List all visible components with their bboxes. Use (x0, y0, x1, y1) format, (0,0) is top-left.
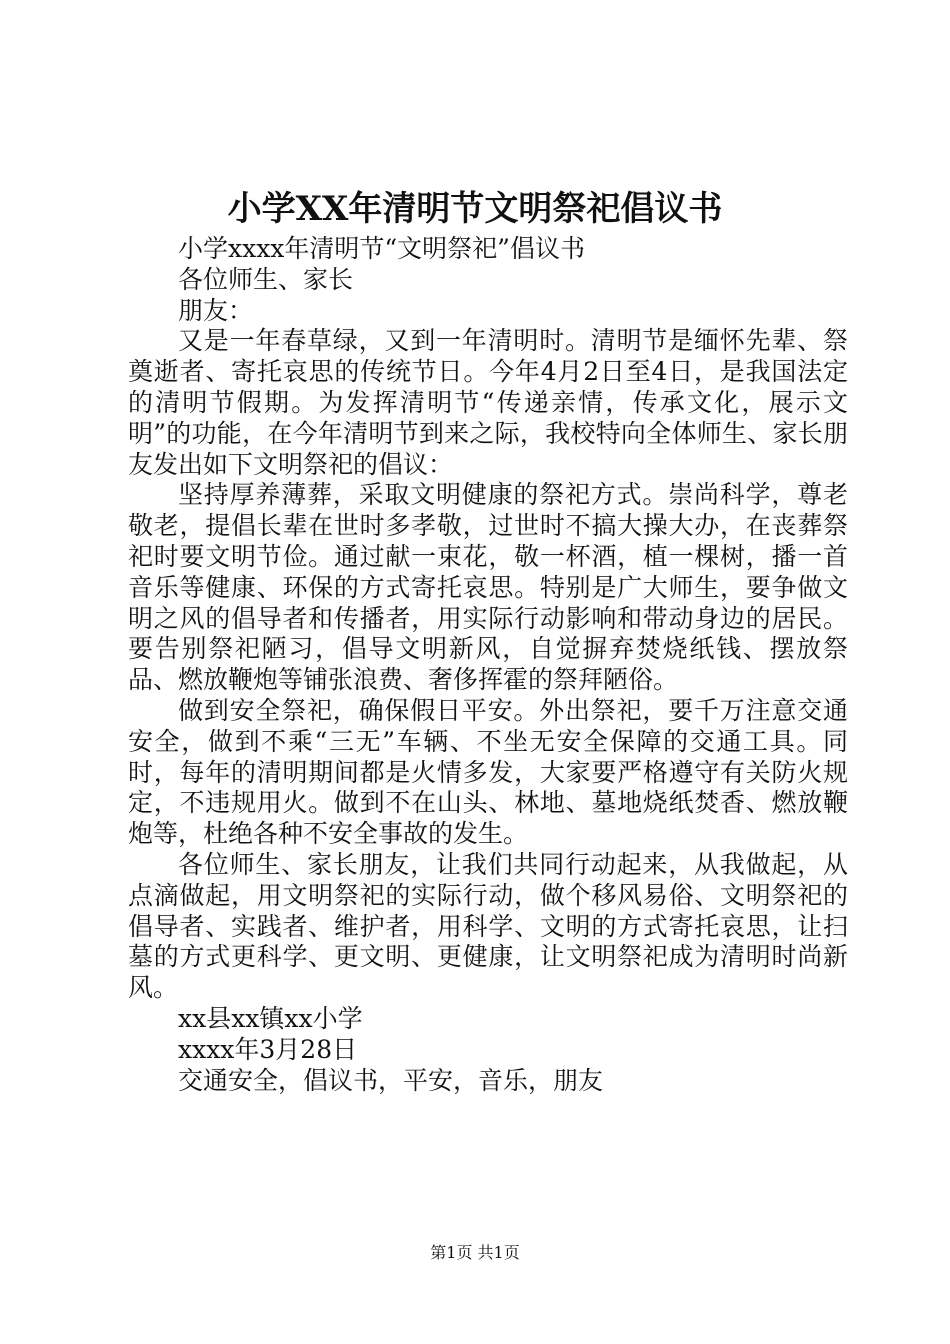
paragraph-safety: 做到安全祭祀，确保假日平安。外出祭祀，要千万注意交通安全，做到不乘“三无”车辆、不坐无安全保障的交通工具。同时，每年的清明期间都是火情多发，大家要严格遵守有关防火规定，不违规用火。做到不在山头、林地、墓地烧纸焚香、燃放鞭炮等，杜绝各种不安全事故的发生。 (128, 695, 848, 849)
salutation-line-1: 各位师生、家长 (178, 264, 354, 294)
document-subtitle: 小学xxxx年清明节“文明祭祀”倡议书 (178, 234, 585, 263)
paragraph-call-to-action: 各位师生、家长朋友，让我们共同行动起来，从我做起，从点滴做起，用文明祭祀的实际行动，做个移风易俗、文明祭祀的倡导者、实践者、维护者，用科学、文明的方式寄托哀思，让扫墓的方式更科学、更文明、更健康，让文明祭祀成为清明时尚新风。 (128, 849, 848, 1003)
document-title: 小学XX年清明节文明祭祀倡议书 (227, 189, 723, 229)
page-number-footer: 第1页 共1页 (430, 1243, 520, 1262)
paragraph-intro: 又是一年春草绿，又到一年清明时。清明节是缅怀先辈、祭奠逝者、寄托哀思的传统节日。今年4月2日至4日，是我国法定的清明节假期。为发挥清明节“传递亲情，传承文化，展示文明”的功能，在今年清明节到来之际，我校特向全体师生、家长朋友发出如下文明祭祀的倡议： (128, 326, 848, 479)
date: xxxx年3月28日 (178, 1034, 358, 1064)
signature: xx县xx镇xx小学 (178, 1003, 363, 1033)
keywords: 交通安全，倡议书，平安，音乐，朋友 (178, 1065, 604, 1095)
document-body (128, 234, 848, 1096)
paragraph-frugal-burial: 坚持厚养薄葬，采取文明健康的祭祀方式。崇尚科学，尊老敬老，提倡长辈在世时多孝敬，过世时不搞大操大办，在丧葬祭祀时要文明节俭。通过献一束花，敬一杯酒，植一棵树，播一首音乐等健康、环保的方式寄托哀思。特别是广大师生，要争做文明之风的倡导者和传播者，用实际行动影响和带动身边的居民。要告别祭祀陋习，倡导文明新风，自觉摒弃焚烧纸钱、摆放祭品、燃放鞭炮等铺张浪费、奢侈挥霍的祭拜陋俗。 (128, 480, 848, 695)
salutation-line-2: 朋友： (178, 295, 254, 325)
